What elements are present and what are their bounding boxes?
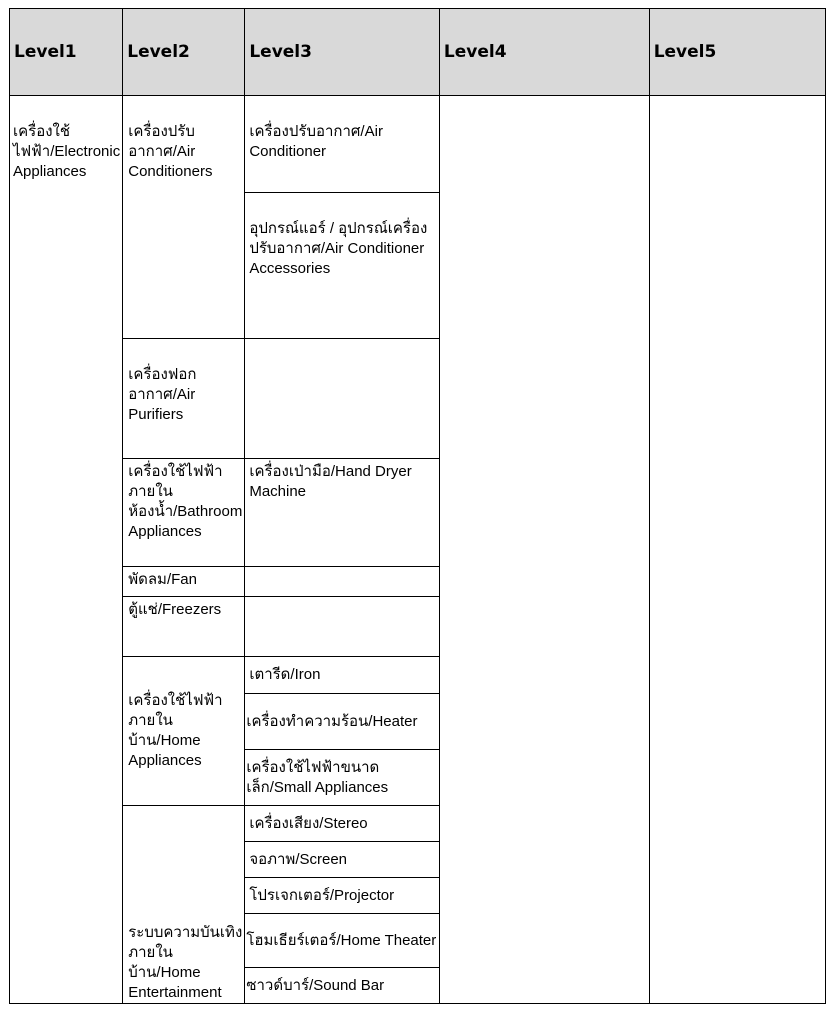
level3-cell: เตารีด/Iron xyxy=(245,657,440,694)
level2-cell: ตู้แช่/Freezers xyxy=(123,597,245,657)
header-level5: Level5 xyxy=(649,9,825,96)
level3-cell: โปรเจกเตอร์/Projector xyxy=(245,878,440,914)
category-table xyxy=(9,8,826,1004)
level1-cell: เครื่องใช้ไฟฟ้า/Electronic Appliances xyxy=(10,96,123,1004)
level3-cell: เครื่องใช้ไฟฟ้าขนาดเล็ก/Small Appliances xyxy=(245,750,440,806)
header-row xyxy=(10,9,826,96)
level4-cell xyxy=(439,96,649,1004)
header-level4: Level4 xyxy=(439,9,649,96)
level5-cell xyxy=(649,96,825,1004)
level2-cell: เครื่องฟอกอากาศ/Air Purifiers xyxy=(123,339,245,459)
level3-cell: เครื่องเป่ามือ/Hand Dryer Machine xyxy=(245,459,440,567)
header-level3: Level3 xyxy=(245,9,440,96)
level3-cell: เครื่องปรับอากาศ/Air Conditioner xyxy=(245,96,440,193)
level3-cell: ซาวด์บาร์/Sound Bar xyxy=(245,968,440,1004)
level3-cell xyxy=(245,597,440,657)
header-level2: Level2 xyxy=(123,9,245,96)
level3-cell xyxy=(245,567,440,597)
level2-cell: เครื่องใช้ไฟฟ้าภายในบ้าน/Home Appliances xyxy=(123,657,245,806)
level3-cell: จอภาพ/Screen xyxy=(245,842,440,878)
level2-cell: ระบบความบันเทิงภายในบ้าน/Home Entertainment xyxy=(123,806,245,1004)
level2-cell: เครื่องปรับอากาศ/Air Conditioners xyxy=(123,96,245,339)
level3-cell xyxy=(245,339,440,459)
header-level1: Level1 xyxy=(10,9,123,96)
level3-cell: เครื่องทำความร้อน/Heater xyxy=(245,694,440,750)
level3-cell: เครื่องเสียง/Stereo xyxy=(245,806,440,842)
level2-cell: พัดลม/Fan xyxy=(123,567,245,597)
table-row xyxy=(10,96,826,193)
level3-cell: โฮมเธียร์เตอร์/Home Theater xyxy=(245,914,440,968)
level2-cell: เครื่องใช้ไฟฟ้าภายในห้องน้ำ/Bathroom Appliances xyxy=(123,459,245,567)
level3-cell: อุปกรณ์แอร์ / อุปกรณ์เครื่องปรับอากาศ/Air Conditioner Accessories xyxy=(245,193,440,339)
